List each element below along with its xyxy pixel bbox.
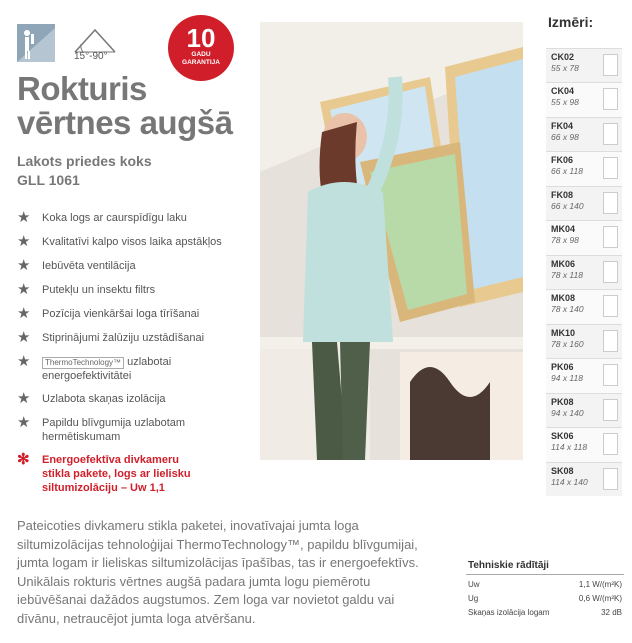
star-icon: ★: [17, 281, 31, 298]
roof-pitch-label: 15°-90°: [74, 51, 108, 62]
size-row: MK06 78 x 118: [546, 255, 622, 289]
product-description: Pateicoties divkameru stikla paketei, inovatīvajai jumta loga siltumizolācijas tehnoloģijai ThermoTechnology™, papildu blīvgumijai, jumta logam ir lieliskas siltumizolācijas īpašības, tas ir energoefektīvs. Unikālais rokturis vērtnes augšā padara jumta logu piemērotu iebūvēšanai dažādos augstumos. Zem loga var novietot galdu vai dīvānu, netraucējot jumta loga atvēršanu.: [17, 518, 419, 626]
feature-list: [17, 211, 247, 505]
window-pane-icon: [603, 88, 618, 110]
sizes-list: [546, 48, 622, 496]
window-pane-icon: [603, 192, 618, 214]
feature-item: ★ Iebūvēta ventilācija: [17, 257, 136, 274]
star-icon: ★: [17, 257, 31, 274]
size-row: CK04 55 x 98: [546, 82, 622, 116]
feature-item: ★ Koka logs ar caurspīdīgu laku: [17, 209, 187, 226]
title-line-1: Rokturis: [17, 70, 147, 107]
warranty-line2: GARANTIJA: [182, 59, 220, 66]
warranty-years: 10: [186, 23, 216, 53]
sizes-title: Izmēri:: [548, 14, 594, 30]
product-photo: [260, 22, 523, 460]
subtitle-line-2: GLL 1061: [17, 172, 80, 188]
size-row: PK06 94 x 118: [546, 358, 622, 392]
window-pane-icon: [603, 399, 618, 421]
product-title: [17, 72, 232, 140]
window-pane-icon: [603, 123, 618, 145]
window-pane-icon: [603, 226, 618, 248]
star-icon: ★: [17, 390, 31, 407]
tech-specs-title: Tehniskie rādītāji: [466, 560, 624, 575]
window-pane-icon: [603, 54, 618, 76]
window-pane-icon: [603, 157, 618, 179]
tech-specs: [466, 560, 624, 617]
warranty-line1: GADU: [191, 51, 211, 58]
size-row: FK04 66 x 98: [546, 117, 622, 151]
window-pane-icon: [603, 468, 618, 490]
star-icon: ★: [17, 329, 31, 346]
star-icon: ★: [17, 414, 31, 431]
star-icon: ★: [17, 305, 31, 322]
thermotechnology-logo: ThermoTechnology™: [42, 357, 124, 369]
star-icon: ★: [17, 233, 31, 250]
window-pane-icon: [603, 295, 618, 317]
roof-window-icon: [17, 24, 55, 62]
feature-item: ★ Putekļu un insektu filtrs: [17, 281, 156, 298]
size-row: FK06 66 x 118: [546, 151, 622, 185]
tech-row: Ug 0,6 W/(m²K): [468, 594, 622, 603]
size-row: SK06 114 x 118: [546, 427, 622, 461]
size-row: MK04 78 x 98: [546, 220, 622, 254]
feature-item: ★ Kvalitatīvi kalpo visos laika apstākļos: [17, 233, 222, 250]
star-icon: ★: [17, 209, 31, 226]
product-subtitle: [17, 152, 152, 190]
window-pane-icon: [603, 261, 618, 283]
feature-item: ★ Pozīcija vienkāršai loga tīrīšanai: [17, 305, 200, 322]
feature-item: ★ Uzlabota skaņas izolācija: [17, 390, 166, 407]
snowflake-icon: ✻: [17, 451, 30, 468]
feature-highlight: ✻ Energoefektīva divkameru stikla pakete, logs ar lielisku siltumizolāciju – Uw 1,1: [17, 451, 191, 494]
feature-item-thermo: ★ ThermoTechnology™ uzlabotai energoefektivitātei: [17, 353, 172, 382]
tech-row: Uw 1,1 W/(m²K): [468, 580, 622, 589]
window-pane-icon: [603, 364, 618, 386]
tech-row: Skaņas izolācija logam 32 dB: [468, 608, 622, 617]
size-row: MK08 78 x 140: [546, 289, 622, 323]
feature-item: ★ Stiprinājumi žalūziju uzstādīšanai: [17, 329, 205, 346]
size-row: SK08 114 x 140: [546, 462, 622, 496]
window-pane-icon: [603, 330, 618, 352]
size-row: MK10 78 x 160: [546, 324, 622, 358]
star-icon: ★: [17, 353, 31, 370]
size-row: FK08 66 x 140: [546, 186, 622, 220]
window-pane-icon: [603, 433, 618, 455]
size-row: CK02 55 x 78: [546, 48, 622, 82]
feature-item-seal: ★ Papildu blīvgumija uzlabotam hermētiskumam: [17, 414, 186, 443]
subtitle-line-1: Lakots priedes koks: [17, 153, 152, 169]
title-line-2: vērtnes augšā: [17, 104, 233, 141]
size-row: PK08 94 x 140: [546, 393, 622, 427]
